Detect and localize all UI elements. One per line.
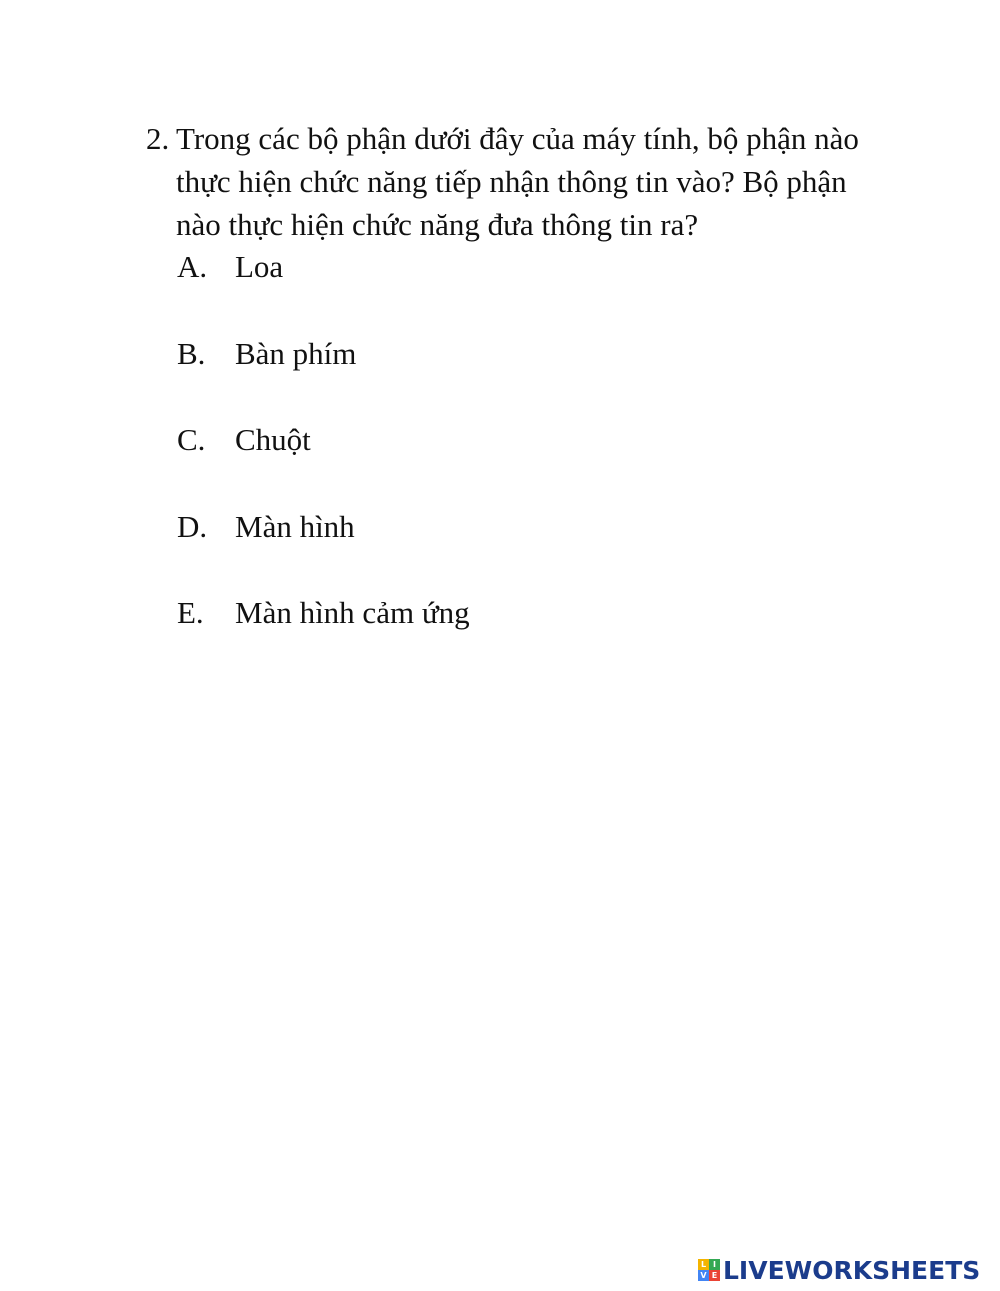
option-text: Bàn phím	[235, 335, 357, 371]
option-letter: B.	[177, 335, 206, 371]
option-text: Màn hình	[235, 508, 355, 544]
question-text: Trong các bộ phận dưới đây của máy tính, bộ phận nào thực hiện chức năng tiếp nhận thông tin vào? Bộ phận nào thực hiện chức năng đưa thông tin ra?	[176, 121, 859, 242]
brand-name: LIVEWORKSHEETS	[723, 1255, 981, 1285]
liveworksheets-brand	[698, 1255, 980, 1285]
option-letter: C.	[177, 422, 206, 457]
option-text: Chuột	[235, 422, 311, 457]
logo-tile: E	[709, 1270, 720, 1281]
logo-tile: I	[709, 1259, 720, 1270]
liveworksheets-logo-icon	[698, 1259, 720, 1281]
option-text: Loa	[235, 249, 284, 284]
option-text: Màn hình cảm ứng	[235, 595, 470, 630]
option-letter: D.	[177, 508, 208, 544]
logo-tile: V	[698, 1270, 709, 1281]
question-number: 2.	[146, 121, 170, 156]
option-letter: A.	[177, 249, 208, 284]
question-block	[146, 117, 906, 246]
logo-tile: L	[698, 1259, 709, 1270]
option-letter: E.	[177, 595, 204, 630]
